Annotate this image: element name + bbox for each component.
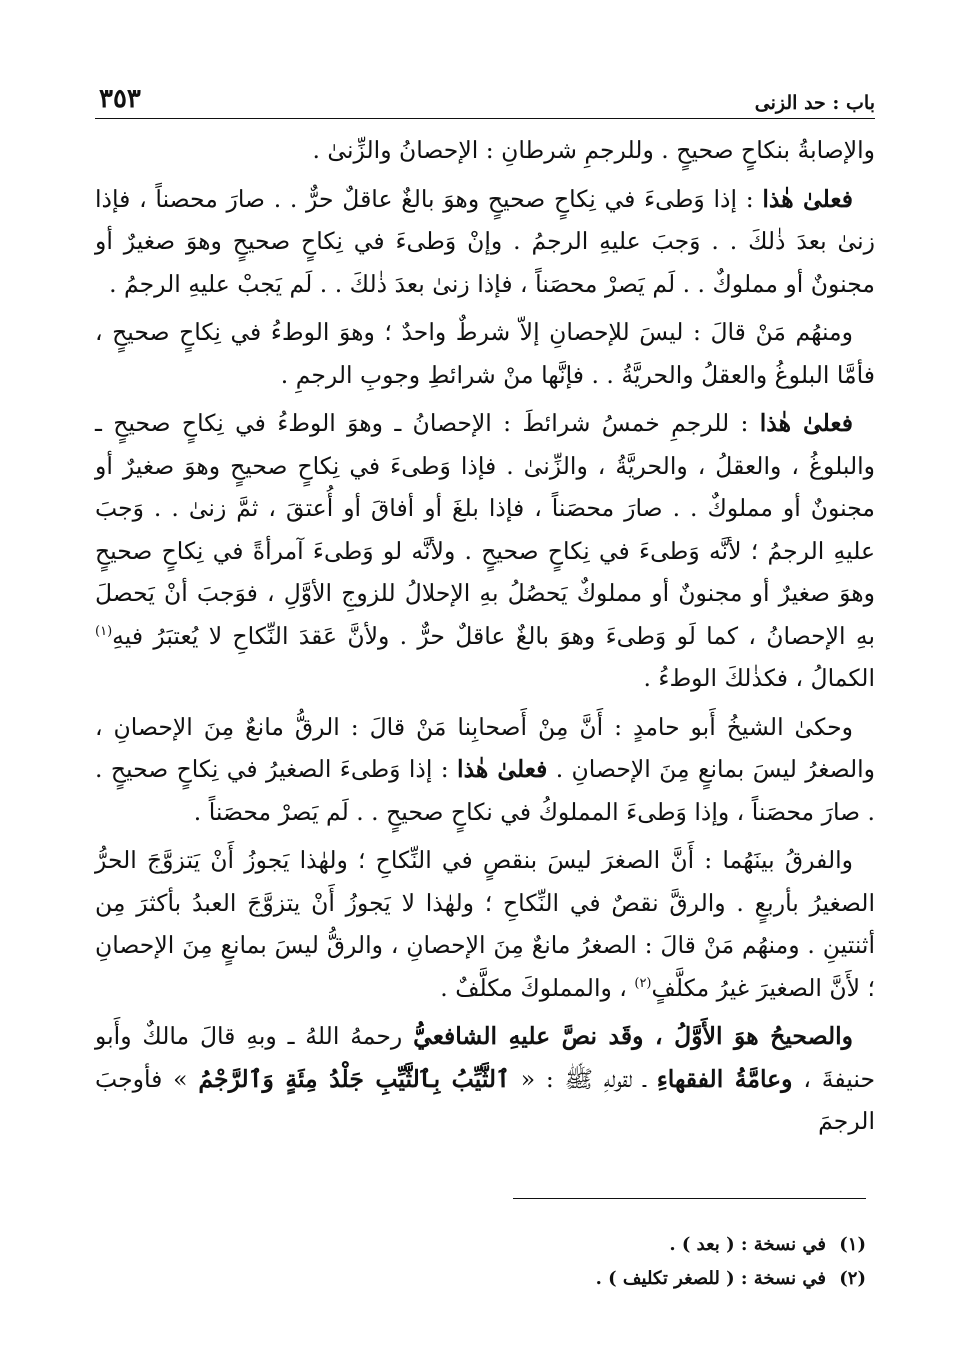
text-run: : إذا وَطىءَ الصغيرُ في نِكاحٍ صحيحٍ . . صارَ محصَناً ، وإذا وَطىءَ المملوكُ في نكاحٍ صحيحٍ . . لَم يَصرْ محصَناً .: [95, 755, 875, 826]
footnote-text: في نسخة : ( للصغر تكليف ) .: [595, 1268, 826, 1289]
paragraph: [95, 706, 875, 834]
paragraph: [95, 129, 875, 172]
paragraph: [95, 839, 875, 1009]
text-run: : إذا وَطىءَ في نِكاحٍ صحيحٍ وهوَ بالغٌ عاقلٌ حرٌّ . . صارَ محصناً ، فإذا زنىٰ بعدَ ذٰلكَ . . وَجبَ عليهِ الرجمُ . وإنْ وَطىءَ في نِكاحٍ صحيحٍ وهوَ صغيرٌ أو مجنونٌ أو مملوكٌ . . لَم يَصرْ محصَناً ، فإذا زنىٰ بعدَ ذٰلكَ . . لَم يَجبْ عليهِ الرجمُ .: [95, 184, 875, 298]
bold-phrase: فعلىٰ هٰذا: [457, 755, 548, 783]
footnote-marker: (١): [95, 623, 113, 639]
paragraph: [95, 1015, 875, 1143]
text-run: وحكىٰ الشيخُ أَبو حامدٍ : أَنَّ مِنْ أَصحابِنا مَنْ قالَ : الرقُّ مانعٌ مِنَ الإحصانِ ، والصغرُ ليسَ بمانعٍ مِنَ الإحصانِ .: [95, 712, 875, 783]
text-run: والفرقُ بينَهُما : أَنَّ الصغرَ ليسَ بنقصٍ في النِّكاحِ ؛ ولهٰذا يَجوزُ أَنْ يَتزوَّجَ الحرُّ الصغيرُ بأربعٍ . والرقَّ نقصٌ في النِّكاحِ ؛ ولهٰذا لا يَجوزُ أَنْ يتزوَّجَ العبدُ بأكثرَ مِن أثنتينِ . ومنهُم مَنْ قالَ : الصغرُ مانعٌ مِنَ الإحصانِ ، والرقُّ ليسَ بمانعٍ مِنَ الإحصانِ ؛ لأَنَّ الصغيرَ غيرُ مكلَّفٍ: [95, 846, 875, 1002]
text-run: : للرجمِ خمسُ شرائطَ : الإحصانُ ـ وهوَ الوطءُ في نِكاحٍ صحيحٍ ـ والبلوغُ ، والعقلُ ، والحريَّةُ ، والزِّنىٰ . فإذا وَطىءَ في نِكاحٍ صحيحٍ وهوَ صغيرٌ أو مجنونٌ أو مملوكٌ . . صارَ محصَناً ، فإذا بلغَ أو أفاقَ أو أُعتقَ ، ثمَّ زنىٰ . . وَجبَ عليهِ الرجمُ ؛ لأنَّه وَطىءَ في نِكاحٍ صحيحٍ . ولأنَّه لو وَطىءَ آمرأةً في نِكاحٍ صحيحٍ وهوَ صغيرٌ أو مجنونٌ أو مملوكٌ يَحصُلُ بهِ الإحلالُ للزوجِ الأوَّلِ ، فوَجبَ أنْ يَحصلَ بهِ الإحصانُ ، كما لَو وَطىءَ وهوَ بالغٌ عاقلٌ حرٌّ . ولأنَّ عَقدَ النِّكاحِ لا يُعتبَرُ فيهِ: [95, 409, 875, 650]
bold-phrase: وعامَّةُ الفقهاءِ: [656, 1064, 793, 1093]
text-run: ، والمملوكَ مكلَّفٌ .: [440, 973, 635, 1002]
bold-phrase: ٱلثَّيِّبُ بِٱلثَّيِّبِ جَلْدُ مِئَةٍ وَٱلرَّجْمُ: [198, 1064, 510, 1093]
bold-phrase: فعلىٰ هٰذا: [762, 184, 853, 213]
paragraph: [95, 311, 875, 396]
page-number: ٣٥٣: [99, 84, 141, 114]
footnotes: [86, 1228, 866, 1296]
footnote: [86, 1228, 866, 1262]
text-run: الكمالُ ، فكذٰلكَ الوطءُ .: [643, 664, 875, 692]
footnote-number: (٢): [839, 1268, 866, 1289]
page: [95, 72, 875, 1149]
footnote-text: في نسخة : ( بعد ) .: [669, 1234, 826, 1255]
footnote-number: (١): [839, 1234, 866, 1255]
footnote-separator: [513, 1198, 866, 1199]
main-text: [95, 129, 875, 1143]
paragraph: [95, 178, 875, 306]
footnote: [86, 1262, 866, 1296]
bold-phrase: فعلىٰ هٰذا: [759, 409, 853, 437]
text-run: » فأوجبَ الرجمَ: [95, 1064, 875, 1135]
chapter-title: باب : حد الزنى: [754, 92, 875, 114]
text-run: ومنهُم مَنْ قالَ : ليسَ للإحصانِ إلاّ شرطٌ واحدٌ ؛ وهوَ الوطءُ في نِكاحٍ صحيحٍ ، فأمَّا البلوغُ والعقلُ والحريَّةُ . . فإنَّها منْ شرائطِ وجوبِ الرجمِ .: [95, 318, 875, 389]
text-run: والإصابةُ بنكاحٍ صحيحٍ . وللرجمِ شرطانِ : الإحصانُ والزِّنىٰ .: [312, 136, 875, 164]
footnote-marker: (٢): [634, 975, 652, 991]
text-run: ـ لقولهِ ﷺ : «: [509, 1064, 657, 1093]
running-head: [95, 72, 875, 119]
text-run: رحمهُ اللهُ ـ وبهِ قالَ مالكٌ وأَبو حنيفةَ ،: [95, 1022, 875, 1093]
bold-phrase: والصحيحُ هوَ الأَوَّلُ ، وقَد نصَّ عليهِ الشافعيُّ: [413, 1022, 853, 1050]
paragraph: [95, 402, 875, 700]
